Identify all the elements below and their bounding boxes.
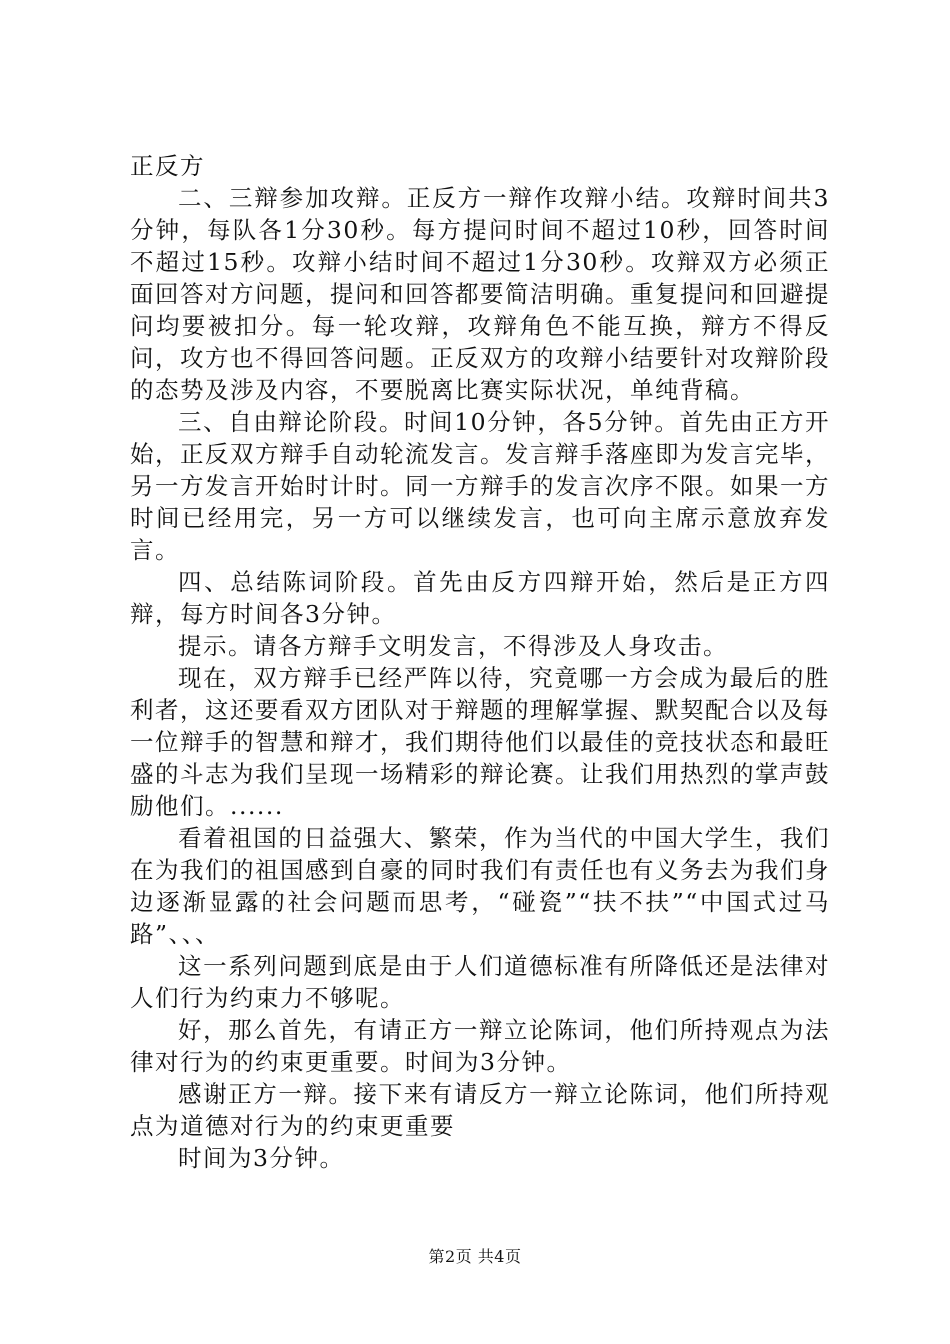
paragraph-closing-statement: 四、总结陈词阶段。首先由反方四辩开始，然后是正方四辩，每方时间各3分钟。 — [130, 568, 830, 628]
paragraph-negative-opening: 感谢正方一辩。接下来有请反方一辩立论陈词，他们所持观点为道德对行为的约束更重要 — [130, 1080, 830, 1140]
paragraph-social-issues: 看着祖国的日益强大、繁荣，作为当代的中国大学生，我们在为我们的祖国感到自豪的同时我们有责任也有义务去为我们身边逐渐显露的社会问题而思考，“碰瓷”“扶不扶”“中国式过马路”、、、 — [130, 824, 830, 948]
paragraph-time-limit: 时间为3分钟。 — [178, 1144, 345, 1172]
page-number-footer: 第2页 共4页 — [428, 1247, 522, 1266]
paragraph-introduction: 现在，双方辩手已经严阵以待，究竟哪一方会成为最后的胜利者，这还要看双方团队对于辩题的理解掌握、默契配合以及每一位辩手的智慧和辩才，我们期待他们以最佳的竞技状态和最旺盛的斗志为我们呈现一场精彩的辩论赛。让我们用热烈的掌声鼓励他们。...... — [130, 664, 830, 820]
paragraph-reminder: 提示。请各方辩手文明发言，不得涉及人身攻击。 — [178, 632, 728, 660]
paragraph-continuation: 正反方 — [130, 152, 205, 180]
paragraph-free-debate: 三、自由辩论阶段。时间10分钟，各5分钟。首先由正方开始，正反双方辩手自动轮流发言。发言辩手落座即为发言完毕，另一方发言开始时计时。同一方辩手的发言次序不限。如果一方时间已经用完，另一方可以继续发言，也可向主席示意放弃发言。 — [130, 408, 830, 564]
document-body — [130, 150, 830, 1174]
paragraph-question: 这一系列问题到底是由于人们道德标准有所降低还是法律对人们行为约束力不够呢。 — [130, 952, 830, 1012]
paragraph-cross-examination: 二、三辩参加攻辩。正反方一辩作攻辩小结。攻辩时间共3分钟，每队各1分30秒。每方提问时间不超过10秒，回答时间不超过15秒。攻辩小结时间不超过1分30秒。攻辩双方必须正面回答对方问题，提问和回答都要简洁明确。重复提问和回避提问均要被扣分。每一轮攻辩，攻辩角色不能互换，辩方不得反问，攻方也不得回答问题。正反双方的攻辩小结要针对攻辩阶段的态势及涉及内容，不要脱离比赛实际状况，单纯背稿。 — [130, 184, 830, 404]
paragraph-affirmative-opening: 好，那么首先，有请正方一辩立论陈词，他们所持观点为法律对行为的约束更重要。时间为3分钟。 — [130, 1016, 830, 1076]
